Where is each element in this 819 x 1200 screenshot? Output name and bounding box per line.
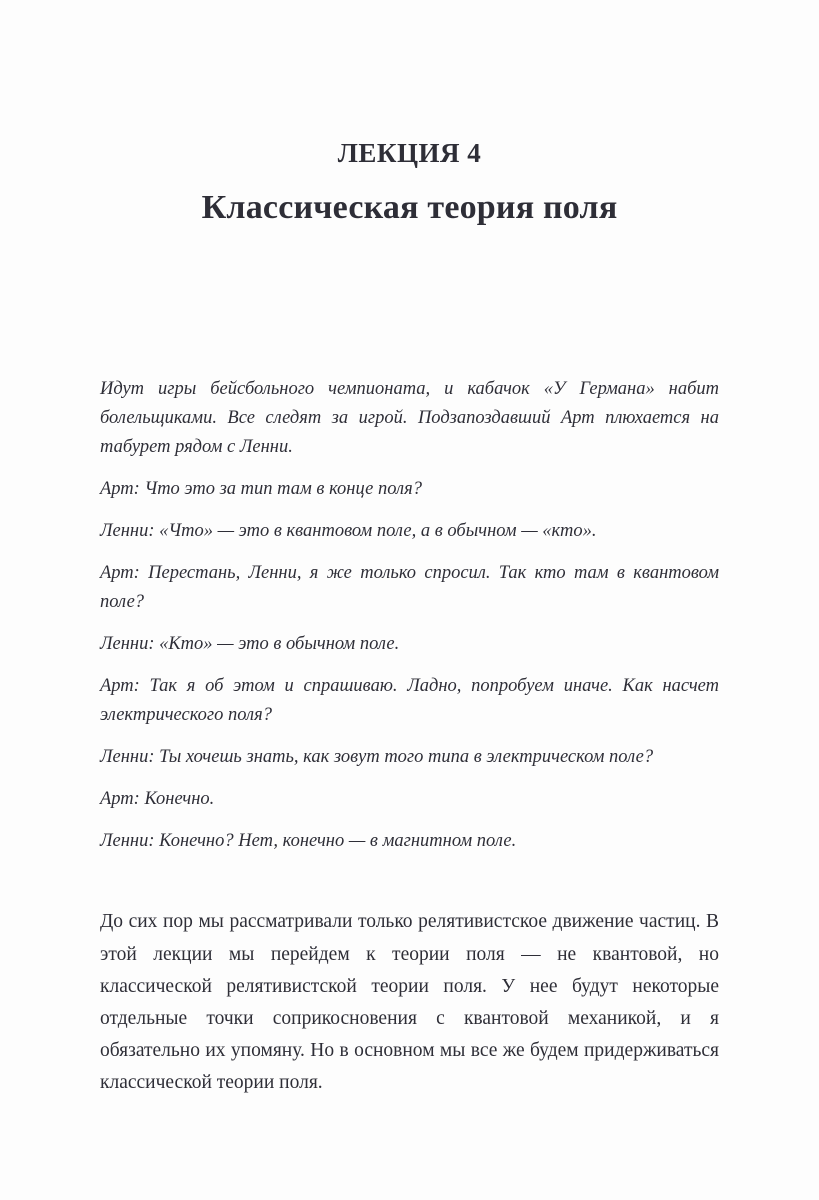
dialogue-line-art-4: Арт: Конечно. bbox=[100, 789, 215, 810]
epigraph-intro: Идут игры бейсбольного чемпионата, и кабачок «У Германа» набит болельщиками. Все следят за игрой. Подзапоздавший Арт плюхается на табурет рядом с Ленни. bbox=[100, 379, 719, 458]
dialogue-line-lenny-2: Ленни: «Кто» — это в обычном поле. bbox=[100, 634, 400, 655]
chapter-label: ЛЕКЦИЯ 4 bbox=[337, 138, 482, 168]
dialogue-line-art-3: Арт: Так я об этом и спрашиваю. Ладно, попробуем иначе. Как насчет электрического поля? bbox=[100, 676, 719, 726]
dialogue-line-lenny-1: Ленни: «Что» — это в квантовом поле, а в обычном — «кто». bbox=[100, 521, 597, 542]
dialogue-line-art-1: Арт: Что это за тип там в конце поля? bbox=[100, 479, 422, 500]
dialogue-line-lenny-4: Ленни: Конечно? Нет, конечно — в магнитном поле. bbox=[100, 831, 517, 852]
dialogue-line-lenny-3: Ленни: Ты хочешь знать, как зовут того типа в электрическом поле? bbox=[100, 747, 654, 768]
dialogue-line-art-2: Арт: Перестань, Ленни, я же только спросил. Так кто там в квантовом поле? bbox=[100, 563, 719, 613]
chapter-body bbox=[100, 906, 719, 1099]
body-paragraph: До сих пор мы рассматривали только релятивистское движение частиц. В этой лекции мы перейдем к теории поля — не квантовой, но классической релятивистской теории поля. У нее будут некоторые отдельные точки соприкосновения с квантовой механикой, и я обязательно их упомяну. Но в основном мы все же будем придерживаться классической теории поля. bbox=[100, 911, 719, 1094]
page-title: Классическая теория поля bbox=[201, 189, 618, 226]
epigraph-dialogue bbox=[100, 375, 719, 856]
